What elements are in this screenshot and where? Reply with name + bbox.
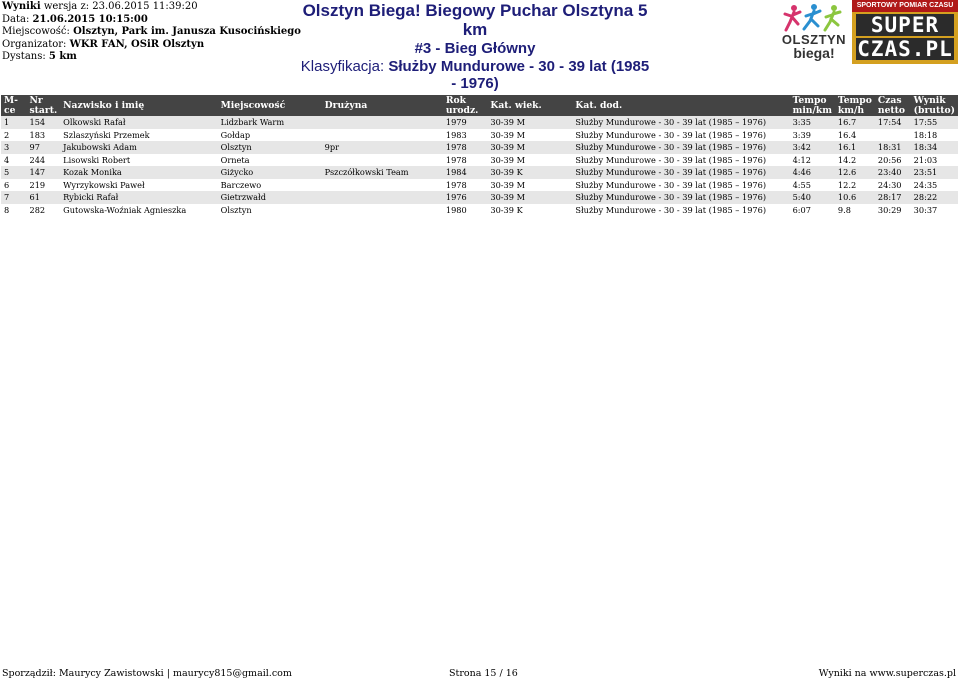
table-cell: 7 xyxy=(1,191,27,204)
race-title: #3 - Bieg Główny xyxy=(414,40,536,57)
column-header: Nazwisko i imię xyxy=(60,95,217,116)
table-cell: 30-39 M xyxy=(487,191,572,204)
table-cell: 183 xyxy=(27,129,61,142)
table-cell: 23:51 xyxy=(911,166,958,179)
distance-line: Dystans: 5 km xyxy=(2,51,77,62)
table-cell xyxy=(875,129,911,142)
table-cell: 30-39 M xyxy=(487,129,572,142)
table-cell: 30:29 xyxy=(875,204,911,217)
table-cell xyxy=(322,116,443,129)
table-cell: Jakubowski Adam xyxy=(60,141,217,154)
table-cell: 30:37 xyxy=(911,204,958,217)
table-cell: 5 xyxy=(1,166,27,179)
event-meta xyxy=(2,1,301,64)
column-header: Kat. dod. xyxy=(572,95,789,116)
table-cell: 23:40 xyxy=(875,166,911,179)
table-cell: 4:46 xyxy=(790,166,835,179)
table-cell: Kozak Monika xyxy=(60,166,217,179)
table-cell: 30-39 K xyxy=(487,204,572,217)
table-cell: Giżycko xyxy=(218,166,322,179)
table-cell: Służby Mundurowe - 30 - 39 lat (1985 – 1976) xyxy=(572,179,789,192)
table-cell: 219 xyxy=(27,179,61,192)
table-cell: Gutowska-Woźniak Agnieszka xyxy=(60,204,217,217)
table-cell: Wyrzykowski Paweł xyxy=(60,179,217,192)
table-cell: 14.2 xyxy=(835,154,875,167)
table-cell: 24:35 xyxy=(911,179,958,192)
column-header: Wynik (brutto) xyxy=(911,95,958,116)
column-header: Nr start. xyxy=(27,95,61,116)
table-cell: 1979 xyxy=(443,116,487,129)
table-row xyxy=(1,141,958,154)
table-cell: Służby Mundurowe - 30 - 39 lat (1985 – 1976) xyxy=(572,166,789,179)
table-cell: 24:30 xyxy=(875,179,911,192)
table-row xyxy=(1,179,958,192)
table-cell: Lisowski Robert xyxy=(60,154,217,167)
table-cell: 21:03 xyxy=(911,154,958,167)
column-header: Tempo km/h xyxy=(835,95,875,116)
table-cell: 9.8 xyxy=(835,204,875,217)
table-cell: 17:55 xyxy=(911,116,958,129)
table-cell: 30-39 M xyxy=(487,141,572,154)
table-cell: 8 xyxy=(1,204,27,217)
table-cell: 1978 xyxy=(443,179,487,192)
table-cell: 9pr xyxy=(322,141,443,154)
column-header: Drużyna xyxy=(322,95,443,116)
table-cell: 3:42 xyxy=(790,141,835,154)
table-cell: Rybicki Rafał xyxy=(60,191,217,204)
table-cell: 28:22 xyxy=(911,191,958,204)
table-cell: 147 xyxy=(27,166,61,179)
table-cell: 17:54 xyxy=(875,116,911,129)
table-cell: 3:35 xyxy=(790,116,835,129)
table-cell: 97 xyxy=(27,141,61,154)
table-cell: Służby Mundurowe - 30 - 39 lat (1985 – 1976) xyxy=(572,154,789,167)
table-cell: 5:40 xyxy=(790,191,835,204)
table-cell: 4 xyxy=(1,154,27,167)
table-cell: 61 xyxy=(27,191,61,204)
table-cell: Orneta xyxy=(218,154,322,167)
table-cell: Służby Mundurowe - 30 - 39 lat (1985 – 1976) xyxy=(572,191,789,204)
table-cell: 30-39 M xyxy=(487,179,572,192)
table-cell xyxy=(322,154,443,167)
table-cell: 1980 xyxy=(443,204,487,217)
column-header: Tempo min/km xyxy=(790,95,835,116)
table-cell: 20:56 xyxy=(875,154,911,167)
table-cell: 154 xyxy=(27,116,61,129)
table-cell: Olsztyn xyxy=(218,204,322,217)
results-table xyxy=(1,95,958,216)
column-header: Rok urodz. xyxy=(443,95,487,116)
table-cell: 3 xyxy=(1,141,27,154)
page-title xyxy=(300,1,650,92)
table-cell xyxy=(322,179,443,192)
table-cell: 1984 xyxy=(443,166,487,179)
footer-author: Sporządził: Maurycy Zawistowski | maurycy815@gmail.com xyxy=(2,668,292,679)
table-cell: Szlaszyński Przemek xyxy=(60,129,217,142)
table-cell: 18:31 xyxy=(875,141,911,154)
table-cell: Gietrzwałd xyxy=(218,191,322,204)
table-cell: 6:07 xyxy=(790,204,835,217)
table-cell: 3:39 xyxy=(790,129,835,142)
place-line: Miejscowość: Olsztyn, Park im. Janusza Kusocińskiego xyxy=(2,26,301,37)
column-header: Miejscowość xyxy=(218,95,322,116)
footer-page-number: Strona 15 / 16 xyxy=(449,668,518,679)
version-line: Wyniki wersja z: 23.06.2015 11:39:20 xyxy=(2,1,198,12)
table-cell: 12.6 xyxy=(835,166,875,179)
table-cell: 10.6 xyxy=(835,191,875,204)
column-header: M-ce xyxy=(1,95,27,116)
table-cell: Olsztyn xyxy=(218,141,322,154)
table-cell: 4:55 xyxy=(790,179,835,192)
table-cell: 1983 xyxy=(443,129,487,142)
organizer-line: Organizator: WKR FAN, OSiR Olsztyn xyxy=(2,38,205,50)
table-row xyxy=(1,166,958,179)
column-header: Czas netto xyxy=(875,95,911,116)
table-header-row xyxy=(1,95,958,116)
table-row xyxy=(1,129,958,142)
footer-site-link[interactable]: Wyniki na www.superczas.pl xyxy=(818,668,956,679)
table-cell: 6 xyxy=(1,179,27,192)
table-cell: 1978 xyxy=(443,141,487,154)
table-cell xyxy=(322,204,443,217)
table-cell: 18:18 xyxy=(911,129,958,142)
table-cell: 1976 xyxy=(443,191,487,204)
table-cell: Służby Mundurowe - 30 - 39 lat (1985 – 1976) xyxy=(572,141,789,154)
event-title: Olsztyn Biega! Biegowy Puchar Olsztyna 5 km xyxy=(302,1,648,39)
table-cell: 30-39 M xyxy=(487,154,572,167)
table-cell: Olkowski Rafał xyxy=(60,116,217,129)
table-cell: Barczewo xyxy=(218,179,322,192)
table-cell: 28:17 xyxy=(875,191,911,204)
table-cell: 282 xyxy=(27,204,61,217)
table-cell: 16.7 xyxy=(835,116,875,129)
table-row xyxy=(1,116,958,129)
table-cell: 16.1 xyxy=(835,141,875,154)
column-header: Kat. wiek. xyxy=(487,95,572,116)
table-cell: 16.4 xyxy=(835,129,875,142)
table-cell: 30-39 M xyxy=(487,116,572,129)
table-cell: Służby Mundurowe - 30 - 39 lat (1985 – 1976) xyxy=(572,116,789,129)
table-cell: Lidzbark Warm xyxy=(218,116,322,129)
table-cell: 244 xyxy=(27,154,61,167)
table-cell xyxy=(322,129,443,142)
table-row xyxy=(1,191,958,204)
table-cell: Pszczółkowski Team xyxy=(322,166,443,179)
table-cell: Służby Mundurowe - 30 - 39 lat (1985 – 1976) xyxy=(572,129,789,142)
runners-icon xyxy=(780,2,848,34)
table-cell: 1 xyxy=(1,116,27,129)
superczas-logo: SPORTOWY POMIAR CZASU SUPER CZAS.PL xyxy=(852,0,958,64)
date-line: Data: 21.06.2015 10:15:00 xyxy=(2,13,148,25)
table-cell: 18:34 xyxy=(911,141,958,154)
table-cell: Gołdap xyxy=(218,129,322,142)
table-cell: 4:12 xyxy=(790,154,835,167)
table-cell: 12.2 xyxy=(835,179,875,192)
classification-title: Klasyfikacja: Służby Mundurowe - 30 - 39 lat (1985 - 1976) xyxy=(300,58,650,92)
table-cell: 2 xyxy=(1,129,27,142)
table-cell: Służby Mundurowe - 30 - 39 lat (1985 – 1976) xyxy=(572,204,789,217)
table-cell: 1978 xyxy=(443,154,487,167)
olsztyn-biega-logo: OLSZTYN biega! xyxy=(780,2,848,64)
table-row xyxy=(1,154,958,167)
table-row xyxy=(1,204,958,217)
table-cell xyxy=(322,191,443,204)
table-cell: 30-39 K xyxy=(487,166,572,179)
